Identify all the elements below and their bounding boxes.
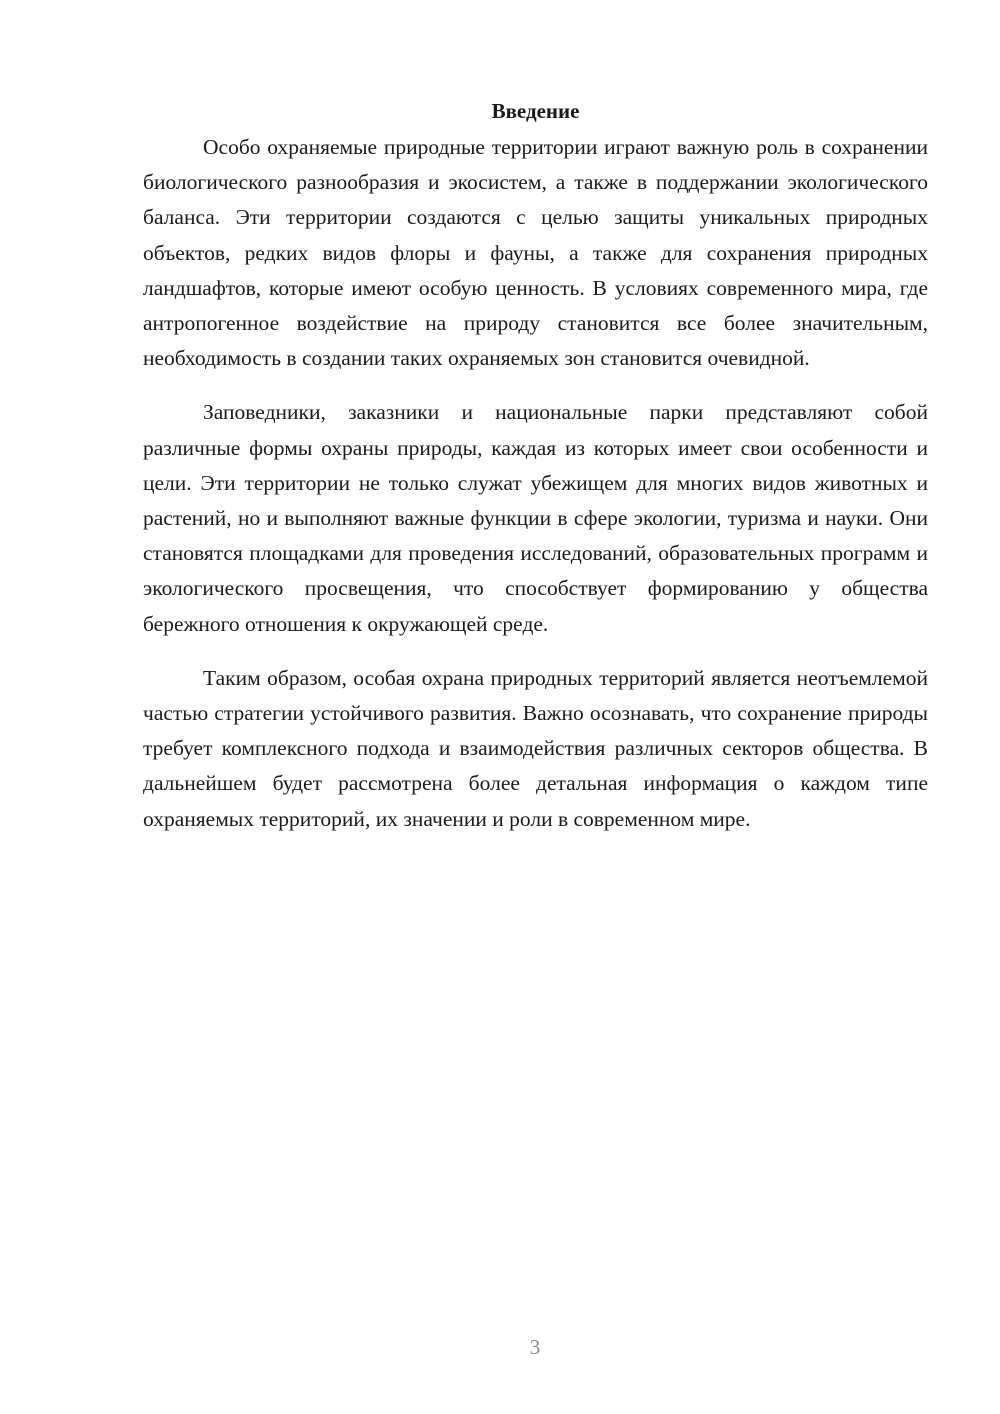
section-heading: Введение	[491, 99, 580, 123]
paragraph-2: Заповедники, заказники и национальные парки представляют собой различные формы охраны природы, каждая из которых имеет свои особенности и цели. Эти территории не только служат убежищем для многих видов животных и растений, но и выполняют важные функции в сфере экологии, туризма и науки. Они становятся площадками для проведения исследований, образовательных программ и экологического просвещения, что способствует формированию у общества бережного отношения к окружающей среде.	[143, 400, 928, 636]
page-number: 3	[529, 1335, 541, 1359]
paragraph-3: Таким образом, особая охрана природных территорий является неотъемлемой частью стратегии устойчивого развития. Важно осознавать, что сохранение природы требует комплексного подхода и взаимодействия различных секторов общества. В дальнейшем будет рассмотрена более детальная информация о каждом типе охраняемых территорий, их значении и роли в современном мире.	[143, 665, 928, 831]
paragraph-1: Особо охраняемые природные территории играют важную роль в сохранении биологического разнообразия и экосистем, а также в поддержании экологического баланса. Эти территории создаются с целью защиты уникальных природных объектов, редких видов флоры и фауны, а также для сохранения природных ландшафтов, которые имеют особую ценность. В условиях современного мира, где антропогенное воздействие на природу становится все более значительным, необходимость в создании таких охраняемых зон становится очевидной.	[143, 135, 928, 371]
page-content	[143, 96, 928, 856]
